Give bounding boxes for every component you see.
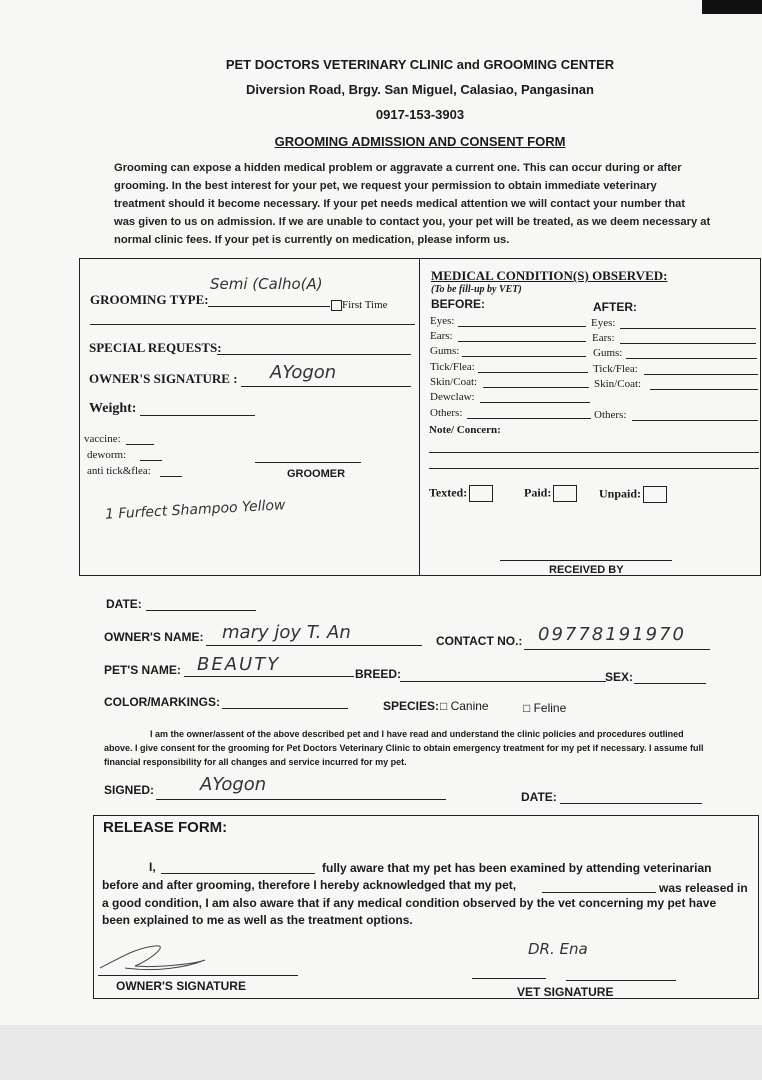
groomer-note: 1 Furfect Shampoo Yellow [104,497,286,523]
panel-divider [419,259,420,575]
clinic-phone: 0917-153-3903 [375,107,465,122]
contact-line [524,649,710,650]
release-owner-line[interactable] [98,975,298,976]
before-skin-label: Skin/Coat: [430,376,478,388]
deworm-label: deworm: [87,449,127,461]
groomer-line [255,462,361,463]
color-label: COLOR/MARKINGS: [104,695,220,709]
intro-line-1: Grooming can expose a hidden medical problem or aggravate a current one. This can occur during or after [114,162,682,174]
signed-value[interactable]: AYogon [200,774,267,795]
consent-line-2: above. I give consent for the grooming for Pet Doctors Veterinary Clinic to obtain emergency treatment for my pet if necessary. I assume full [104,743,704,753]
paid-checkbox[interactable] [553,485,577,502]
vet-signature-label: VET SIGNATURE [517,985,614,999]
after-skin-label: Skin/Coat: [594,378,642,390]
received-by-line[interactable] [500,560,672,561]
color-line[interactable] [222,708,348,709]
weight-line[interactable] [140,415,255,416]
release-owner-signature-label: OWNER'S SIGNATURE [116,979,246,993]
date-label: DATE: [106,597,142,611]
scan-margin [0,1025,762,1080]
before-dewclaw-label: Dewclaw: [430,391,475,403]
after-others-line[interactable] [632,420,758,421]
note-line-1[interactable] [429,452,759,453]
special-requests-label: SPECIAL REQUESTS: [89,340,222,355]
before-tick-line[interactable] [478,372,588,373]
signed-line [156,799,446,800]
species-label: SPECIES: [383,699,440,713]
before-dewclaw-line[interactable] [480,402,590,403]
pet-name-value[interactable]: BEAUTY [197,654,281,675]
release-line-4: been explained to me as well as the treatment options. [102,913,413,927]
vet-signature-value: DR. Ena [528,940,588,958]
breed-label: BREED: [355,667,402,681]
unpaid-field [599,486,667,503]
before-skin-line[interactable] [483,387,589,388]
after-ears-line[interactable] [620,343,756,344]
consent-line-1: I am the owner/assent of the above described pet and I have read and understand the clinic policies and procedures outlined [150,729,684,739]
owner-name-line [206,645,422,646]
before-tick-label: Tick/Flea: [430,361,475,373]
grooming-type-label: GROOMING TYPE: [90,292,209,307]
before-gums-line[interactable] [462,356,586,357]
before-others-label: Others: [430,407,463,419]
consent-date-label: DATE: [521,790,557,804]
after-skin-line[interactable] [650,389,758,390]
release-line-3: a good condition, I am also aware that if any medical condition observed by the vet concerning my pet have [102,896,717,910]
feline-option[interactable]: □ Feline [523,701,567,715]
grooming-type-value[interactable]: Semi (Calho(A) [210,275,323,293]
intro-line-5: normal clinic fees. If your pet is currently on medication, please inform us. [114,234,510,246]
antitick-line[interactable] [160,476,182,477]
vaccine-label: vaccine: [84,433,121,445]
antitick-label: anti tick&flea: [87,465,151,477]
first-time-label: First Time [342,299,388,311]
intro-line-2: grooming. In the best interest for your pet, we request your permission to obtain immediate veterinary [114,180,657,192]
owner-signature-line [241,386,411,387]
special-requests-line[interactable] [217,354,411,355]
grooming-extra-line [90,324,415,325]
release-title: RELEASE FORM: [103,819,228,836]
after-gums-label: Gums: [593,347,623,359]
release-pet-line[interactable] [542,892,656,893]
intro-line-4: was given to us on admission. If we are unable to contact you, your pet will be treated, as we deem necessary at [114,216,711,228]
sex-line[interactable] [634,683,706,684]
owner-signature-scribble [95,938,225,978]
after-label: AFTER: [593,300,637,314]
contact-value[interactable]: 09778191970 [538,624,686,645]
note-label: Note/ Concern: [429,424,501,436]
groomer-label: GROOMER [287,468,346,480]
vet-line-1[interactable] [472,978,546,979]
release-name-line[interactable] [161,873,315,874]
before-eyes-line[interactable] [458,326,586,327]
owner-signature-value[interactable]: AYogon [270,362,337,383]
weight-label: Weight: [89,401,137,416]
owner-signature-label: OWNER'S SIGNATURE : [89,371,238,386]
first-time-box[interactable] [331,300,342,311]
after-ears-label: Ears: [592,332,615,344]
note-line-2[interactable] [429,468,759,469]
after-others-label: Others: [594,409,627,421]
before-ears-line[interactable] [458,341,586,342]
before-label: BEFORE: [431,297,485,311]
vet-line-2[interactable] [566,980,676,981]
before-gums-label: Gums: [430,345,460,357]
grooming-type-line [208,306,330,307]
before-eyes-label: Eyes: [430,315,455,327]
consent-line-3: financial responsibility for all changes and service incurred for my pet. [104,757,407,767]
clinic-name: PET DOCTORS VETERINARY CLINIC and GROOMING CENTER [225,57,615,72]
intro-line-3: treatment should it become necessary. If your pet needs medical attention we will contact your number that [114,198,686,210]
paid-label: Paid: [524,485,552,500]
after-eyes-line[interactable] [620,328,756,329]
clinic-address: Diversion Road, Brgy. San Miguel, Calasiao, Pangasinan [246,82,594,97]
contact-label: CONTACT NO.: [436,634,523,648]
release-line-2a: before and after grooming, therefore I hereby acknowledged that my pet, [102,878,517,892]
release-line-1b: fully aware that my pet has been examined by attending veterinarian [322,861,712,875]
unpaid-label: Unpaid: [599,486,642,501]
after-eyes-label: Eyes: [591,317,616,329]
breed-line[interactable] [400,681,606,682]
first-time-checkbox[interactable] [331,299,388,311]
medical-subtitle: (To be fill-up by VET) [431,284,522,295]
pet-name-line [184,676,354,677]
scan-corner [702,0,762,14]
pet-name-label: PET'S NAME: [104,663,181,677]
date-line[interactable] [146,610,256,611]
medical-title: MEDICAL CONDITION(S) OBSERVED: [431,268,668,283]
owner-name-label: OWNER'S NAME: [104,630,204,644]
after-gums-line[interactable] [626,358,757,359]
release-line-1a: I, [149,860,156,874]
after-tick-label: Tick/Flea: [593,363,638,375]
texted-label: Texted: [429,485,468,500]
sex-label: SEX: [605,670,634,684]
form-title: GROOMING ADMISSION AND CONSENT FORM [274,134,566,149]
texted-checkbox[interactable] [469,485,493,502]
before-others-line[interactable] [467,418,591,419]
release-line-2b: was released in [659,881,748,895]
before-ears-label: Ears: [430,330,453,342]
canine-option[interactable]: □ Canine [440,699,489,713]
unpaid-checkbox[interactable] [643,486,667,503]
deworm-line[interactable] [140,460,162,461]
consent-date-line[interactable] [560,803,702,804]
texted-field [429,485,493,502]
vaccine-line[interactable] [126,444,154,445]
owner-name-value[interactable]: mary joy T. An [222,622,351,643]
after-tick-line[interactable] [644,374,758,375]
received-by-label: RECEIVED BY [549,564,624,576]
signed-label: SIGNED: [104,783,155,797]
paid-field [524,485,577,502]
